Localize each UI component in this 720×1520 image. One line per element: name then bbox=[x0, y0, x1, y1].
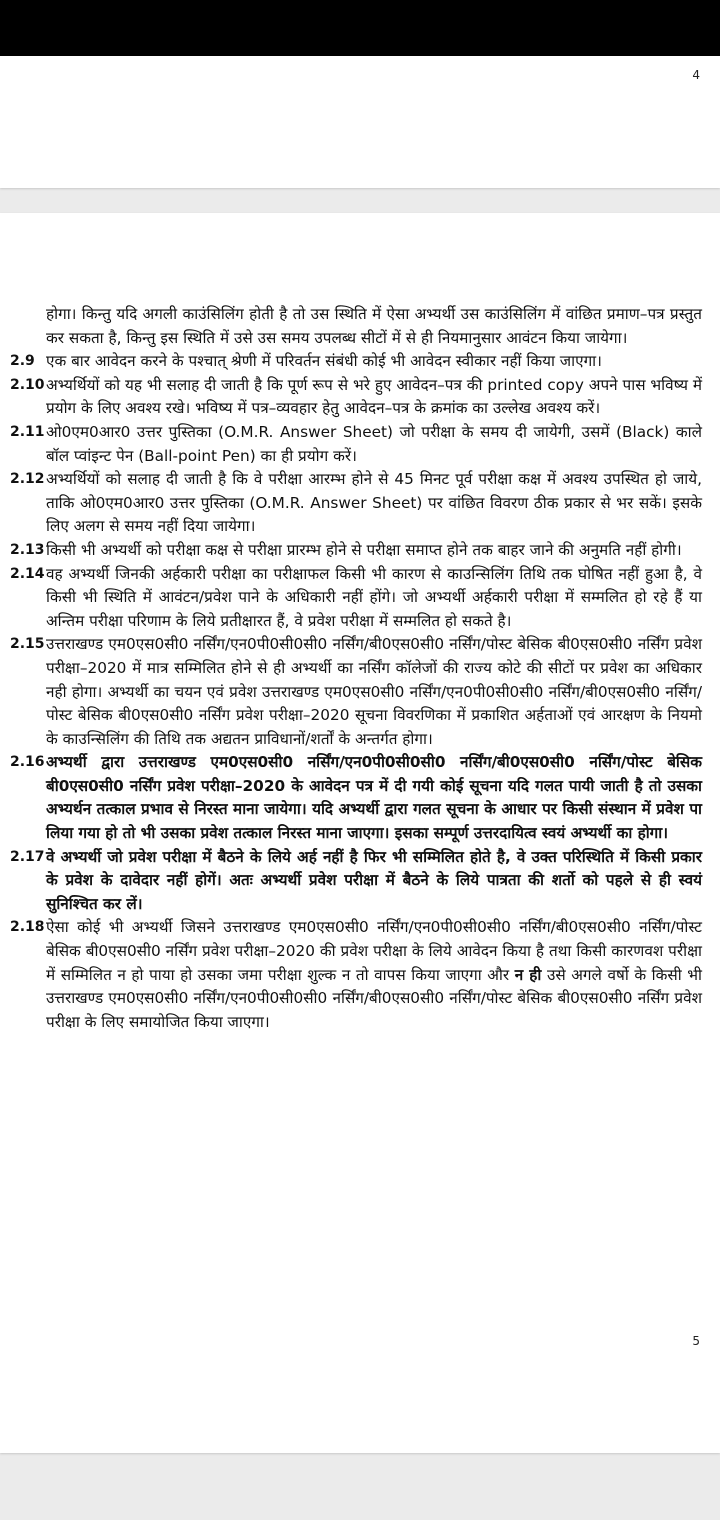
clause-text: एक बार आवेदन करने के पश्चात् श्रेणी में परिवर्तन संबंधी कोई भी आवेदन स्वीकार नहीं किया जाएगा। bbox=[46, 352, 602, 371]
clause-2-10 bbox=[10, 374, 702, 421]
clause-text: उत्तराखण्ड एम0एस0सी0 नर्सिंग/एन0पी0सी0सी0 नर्सिंग/बी0एस0सी0 नर्सिंग/पोस्ट बेसिक बी0एस0सी0 नर्सिंग प्रवेश परीक्षा–2020 में मात्र सम्मिलित होने से ही अभ्यर्थी का नर्सिंग कॉलेजों की राज्य कोटे की सीटों पर प्रवेश का अधिकार नही होगा। अभ्यर्थी का चयन एवं प्रवेश उत्तराखण्ड एम0एस0सी0 नर्सिंग/एन0पी0सी0सी0 नर्सिंग/बी0एस0सी0 नर्सिंग/पोस्ट बेसिक बी0एस0सी0 नर्सिंग प्रवेश परीक्षा–2020 सूचना विवरणिका में प्रकाशित अर्हताओं एवं आरक्षण के नियमो के काउन्सिलिंग की तिथि तक अद्यतन प्राविधानों/शर्तों के अन्तर्गत होगा। bbox=[46, 635, 702, 748]
clause-text: वे अभ्यर्थी जो प्रवेश परीक्षा में बैठने के लिये अर्ह नहीं है फिर भी सम्मिलित होते है, वे उक्त परिस्थिति में किसी प्रकार के प्रवेश के दावेदार नहीं होगें। अतः अभ्यर्थी प्रवेश परीक्षा में बैठने के लिये पात्रता की शर्तो को पहले से ही स्वयं सुनिश्चित कर लें। bbox=[46, 847, 702, 913]
clause-number: 2.17 bbox=[10, 848, 45, 865]
pdf-page-5 bbox=[0, 213, 720, 1453]
clause-2-17 bbox=[10, 846, 702, 917]
clause-text: अभ्यर्थी द्वारा उत्तराखण्ड एम0एस0सी0 नर्सिंग/एन0पी0सी0सी0 नर्सिंग/बी0एस0सी0 नर्सिंग/पोस्ट बेसिक बी0एस0सी0 नर्सिंग प्रवेश परीक्षा–2020 के आवेदन पत्र में दी गयी कोई सूचना यदि गलत पायी जाती है तो उसका अभ्यर्थन तत्काल प्रभाव से निरस्त माना जायेगा। यदि अभ्यर्थी द्वारा गलत सूचना के आधार पर किसी संस्थान में प्रवेश पा लिया गया हो तो भी उसका प्रवेश तत्काल निरस्त माना जाएगा। इसका सम्पूर्ण उत्तरदायित्व स्वयं अभ्यर्थी का होगा। bbox=[46, 753, 702, 843]
clause-text: किसी भी अभ्यर्थी को परीक्षा कक्ष से परीक्षा प्रारम्भ होने से परीक्षा समाप्त होने तक बाहर जाने की अनुमति नहीं होगी। bbox=[46, 540, 682, 559]
clause-number: 2.18 bbox=[10, 919, 45, 936]
clause-number: 2.12 bbox=[10, 471, 45, 488]
clause-text-bold: न ही bbox=[514, 965, 542, 984]
clause-2-13 bbox=[10, 539, 702, 563]
clause-number: 2.16 bbox=[10, 754, 45, 771]
clause-text: अभ्यर्थियों को यह भी सलाह दी जाती है कि पूर्ण रूप से भरे हुए आवेदन–पत्र की printed copy अपने पास भविष्य में प्रयोग के लिए अवश्य रखे। भविष्य में पत्र–व्यवहार हेतु आवेदन–पत्र के क्रमांक का उल्लेख अवश्य करें। bbox=[46, 375, 702, 418]
continued-paragraph: होगा। किन्तु यदि अगली काउंसिलिंग होती है तो उस स्थिति में ऐसा अभ्यर्थी उस काउंसिलिंग में वांछित प्रमाण–पत्र प्रस्तुत कर सकता है, किन्तु इस स्थिति में उसे उस समय उपलब्ध सीटों में से ही नियमानुसार आवंटन किया जायेगा। bbox=[46, 305, 702, 347]
clause-number: 2.15 bbox=[10, 636, 45, 653]
clause-number: 2.11 bbox=[10, 423, 45, 440]
clause-text-part-b: उसे अगले वर्षो के किसी भी उत्तराखण्ड एम0एस0सी0 नर्सिंग/एन0पी0सी0सी0 नर्सिंग/बी0एस0सी0 नर्सिंग/पोस्ट बेसिक बी0एस0सी0 नर्सिंग प्रवेश परीक्षा के लिए समायोजित किया जाएगा। bbox=[46, 965, 702, 1031]
clause-2-15 bbox=[10, 633, 702, 751]
clause-number: 2.14 bbox=[10, 565, 45, 582]
clause-number: 2.13 bbox=[10, 541, 45, 558]
clause-2-11 bbox=[10, 421, 702, 468]
status-bar bbox=[0, 0, 720, 56]
clause-text-part-a: ऐसा कोई भी अभ्यर्थी जिसने उत्तराखण्ड एम0एस0सी0 नर्सिंग/एन0पी0सी0सी0 नर्सिंग/बी0एस0सी0 नर्सिंग/पोस्ट बेसिक बी0एस0सी0 नर्सिंग प्रवेश परीक्षा–2020 की प्रवेश परीक्षा के लिये आवेदन किया है तथा किसी कारणवश परीक्षा में सम्मिलित न हो पाया हो उसका जमा परीक्षा शुल्क न तो वापस किया जाएगा और bbox=[46, 918, 702, 984]
clause-2-16 bbox=[10, 751, 702, 845]
pdf-page-4 bbox=[0, 56, 720, 188]
clause-text: अभ्यर्थियों को सलाह दी जाती है कि वे परीक्षा आरम्भ होने से 45 मिनट पूर्व परीक्षा कक्ष में अवश्य उपस्थित हो जाये, ताकि ओ0एम0आर0 उत्तर पुस्तिका (O.M.R. Answer Sheet) पर वांछित विवरण ठीक प्रकार से भर सकें। इसके लिए अलग से समय नहीं दिया जायेगा। bbox=[46, 470, 702, 536]
clause-number: 2.10 bbox=[10, 376, 45, 393]
clause-2-9 bbox=[10, 350, 702, 374]
clause-text: वह अभ्यर्थी जिनकी अर्हकारी परीक्षा का परीक्षाफल किसी भी कारण से काउन्सिलिंग तिथि तक घोषित नहीं हुआ है, वे किसी भी स्थिति में आवंटन/प्रवेश पाने के अधिकारी नहीं होंगे। जो अभ्यर्थी अर्हकारी परीक्षा में सम्मलित हो रहे हैं या अन्तिम परीक्षा परिणाम के लिये प्रतीक्षारत हैं, वे प्रवेश परीक्षा में सम्मलित हो सकते है। bbox=[46, 564, 702, 630]
clause-number: 2.9 bbox=[10, 353, 35, 370]
page-content bbox=[10, 303, 702, 1034]
clause-2-14 bbox=[10, 563, 702, 634]
page-number: 4 bbox=[692, 68, 700, 82]
clause-text: ओ0एम0आर0 उत्तर पुस्तिका (O.M.R. Answer Sheet) जो परीक्षा के समय दी जायेगी, उसमें (Black) काले बॉल प्वांइन्ट पेन (Ball-point Pen) का ही प्रयोग करें। bbox=[46, 422, 702, 465]
page-number: 5 bbox=[692, 1334, 700, 1348]
clause-2-18 bbox=[10, 916, 702, 1034]
clause-2-12 bbox=[10, 468, 702, 539]
